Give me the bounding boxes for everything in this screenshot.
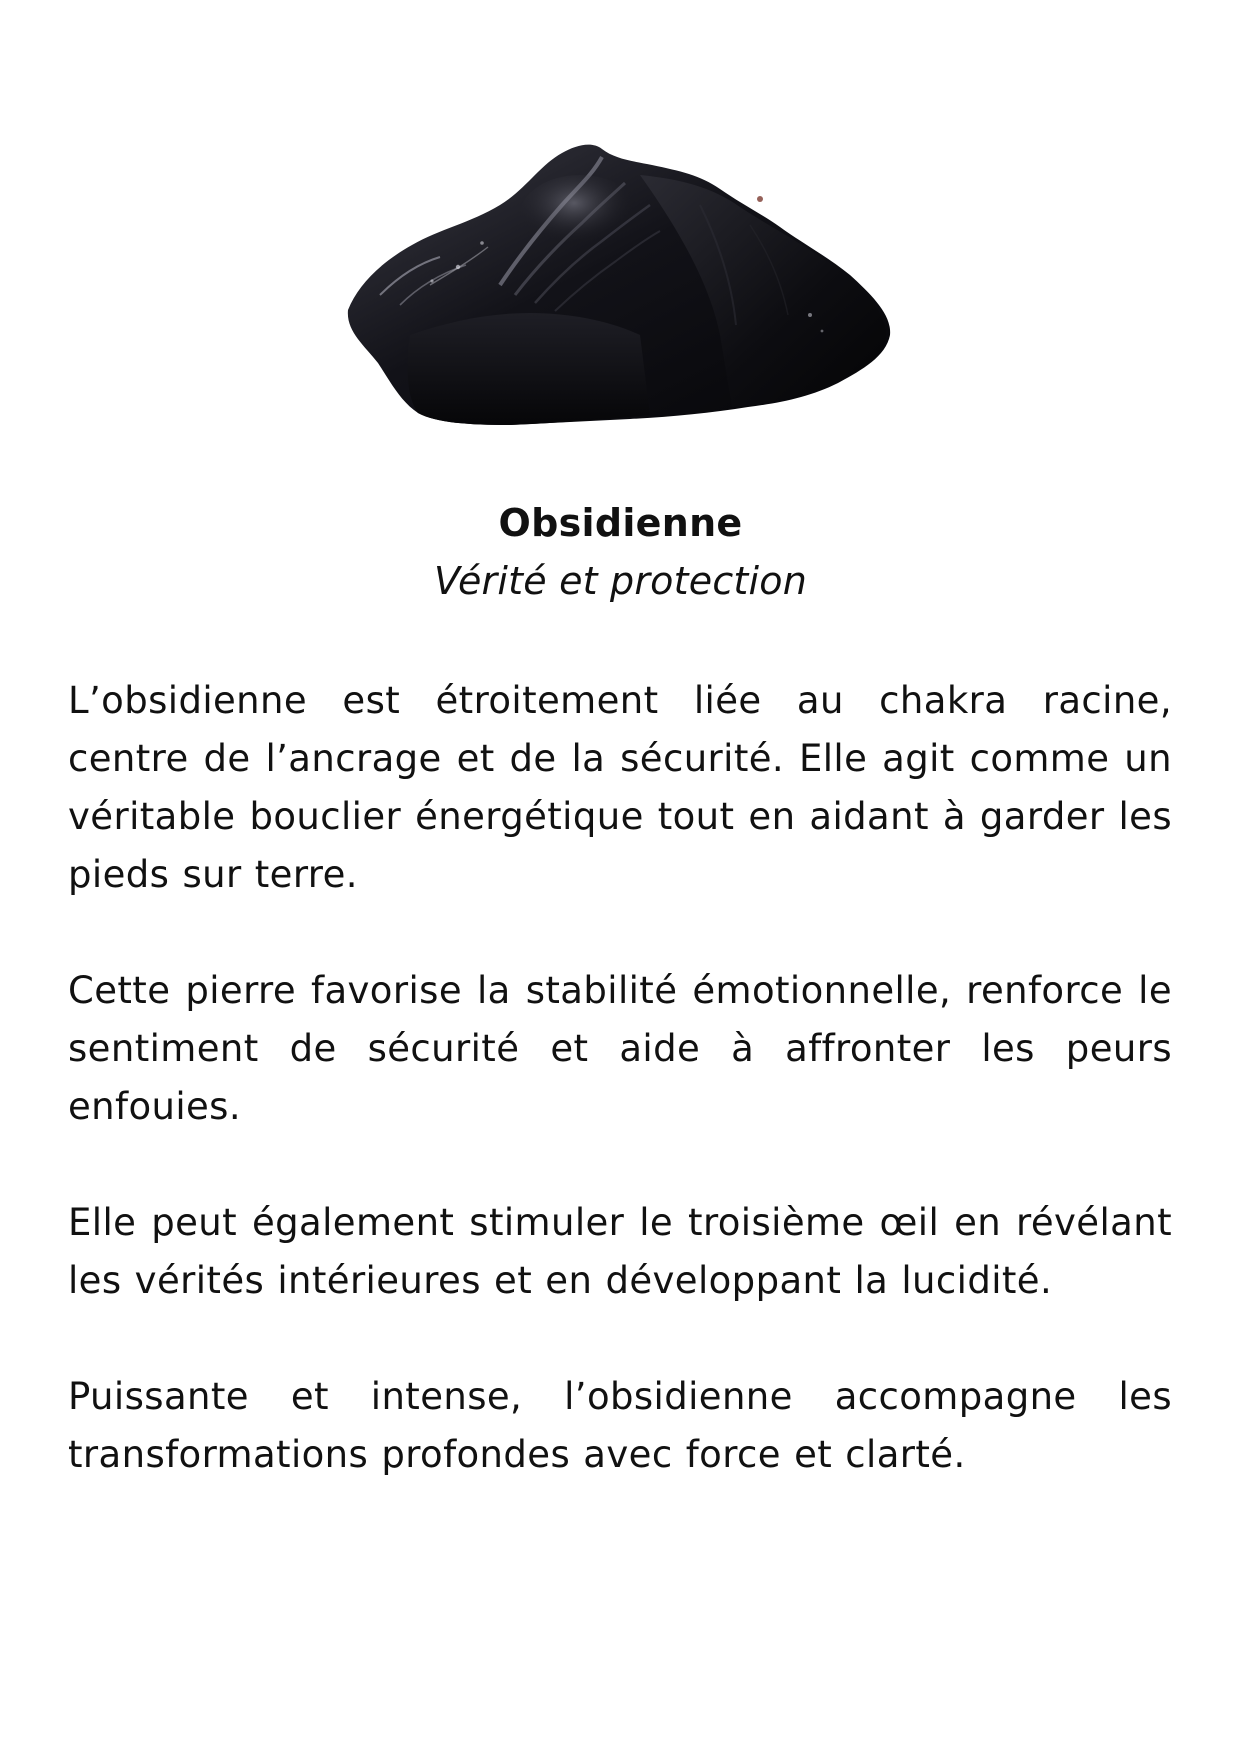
title-block bbox=[0, 496, 1241, 612]
paragraph-1: L’obsidienne est étroitement liée au chakra racine, centre de l’ancrage et de la sécurité. Elle agit comme un véritable bouclier énergétique tout en aidant à garder les pieds sur terre. bbox=[68, 679, 1172, 896]
obsidian-stone-icon bbox=[340, 135, 900, 445]
paragraph-4: Puissante et intense, l’obsidienne accompagne les transformations profondes avec force et clarté. bbox=[68, 1375, 1172, 1476]
obsidian-stone-image bbox=[340, 135, 900, 445]
description bbox=[68, 672, 1172, 1542]
stone-tagline: Vérité et protection bbox=[434, 559, 807, 603]
paragraph-2: Cette pierre favorise la stabilité émotionnelle, renforce le sentiment de sécurité et aide à affronter les peurs enfouies. bbox=[68, 969, 1172, 1128]
stone-name: Obsidienne bbox=[498, 501, 743, 545]
paragraph-3: Elle peut également stimuler le troisième œil en révélant les vérités intérieures et en développant la lucidité. bbox=[68, 1201, 1172, 1302]
